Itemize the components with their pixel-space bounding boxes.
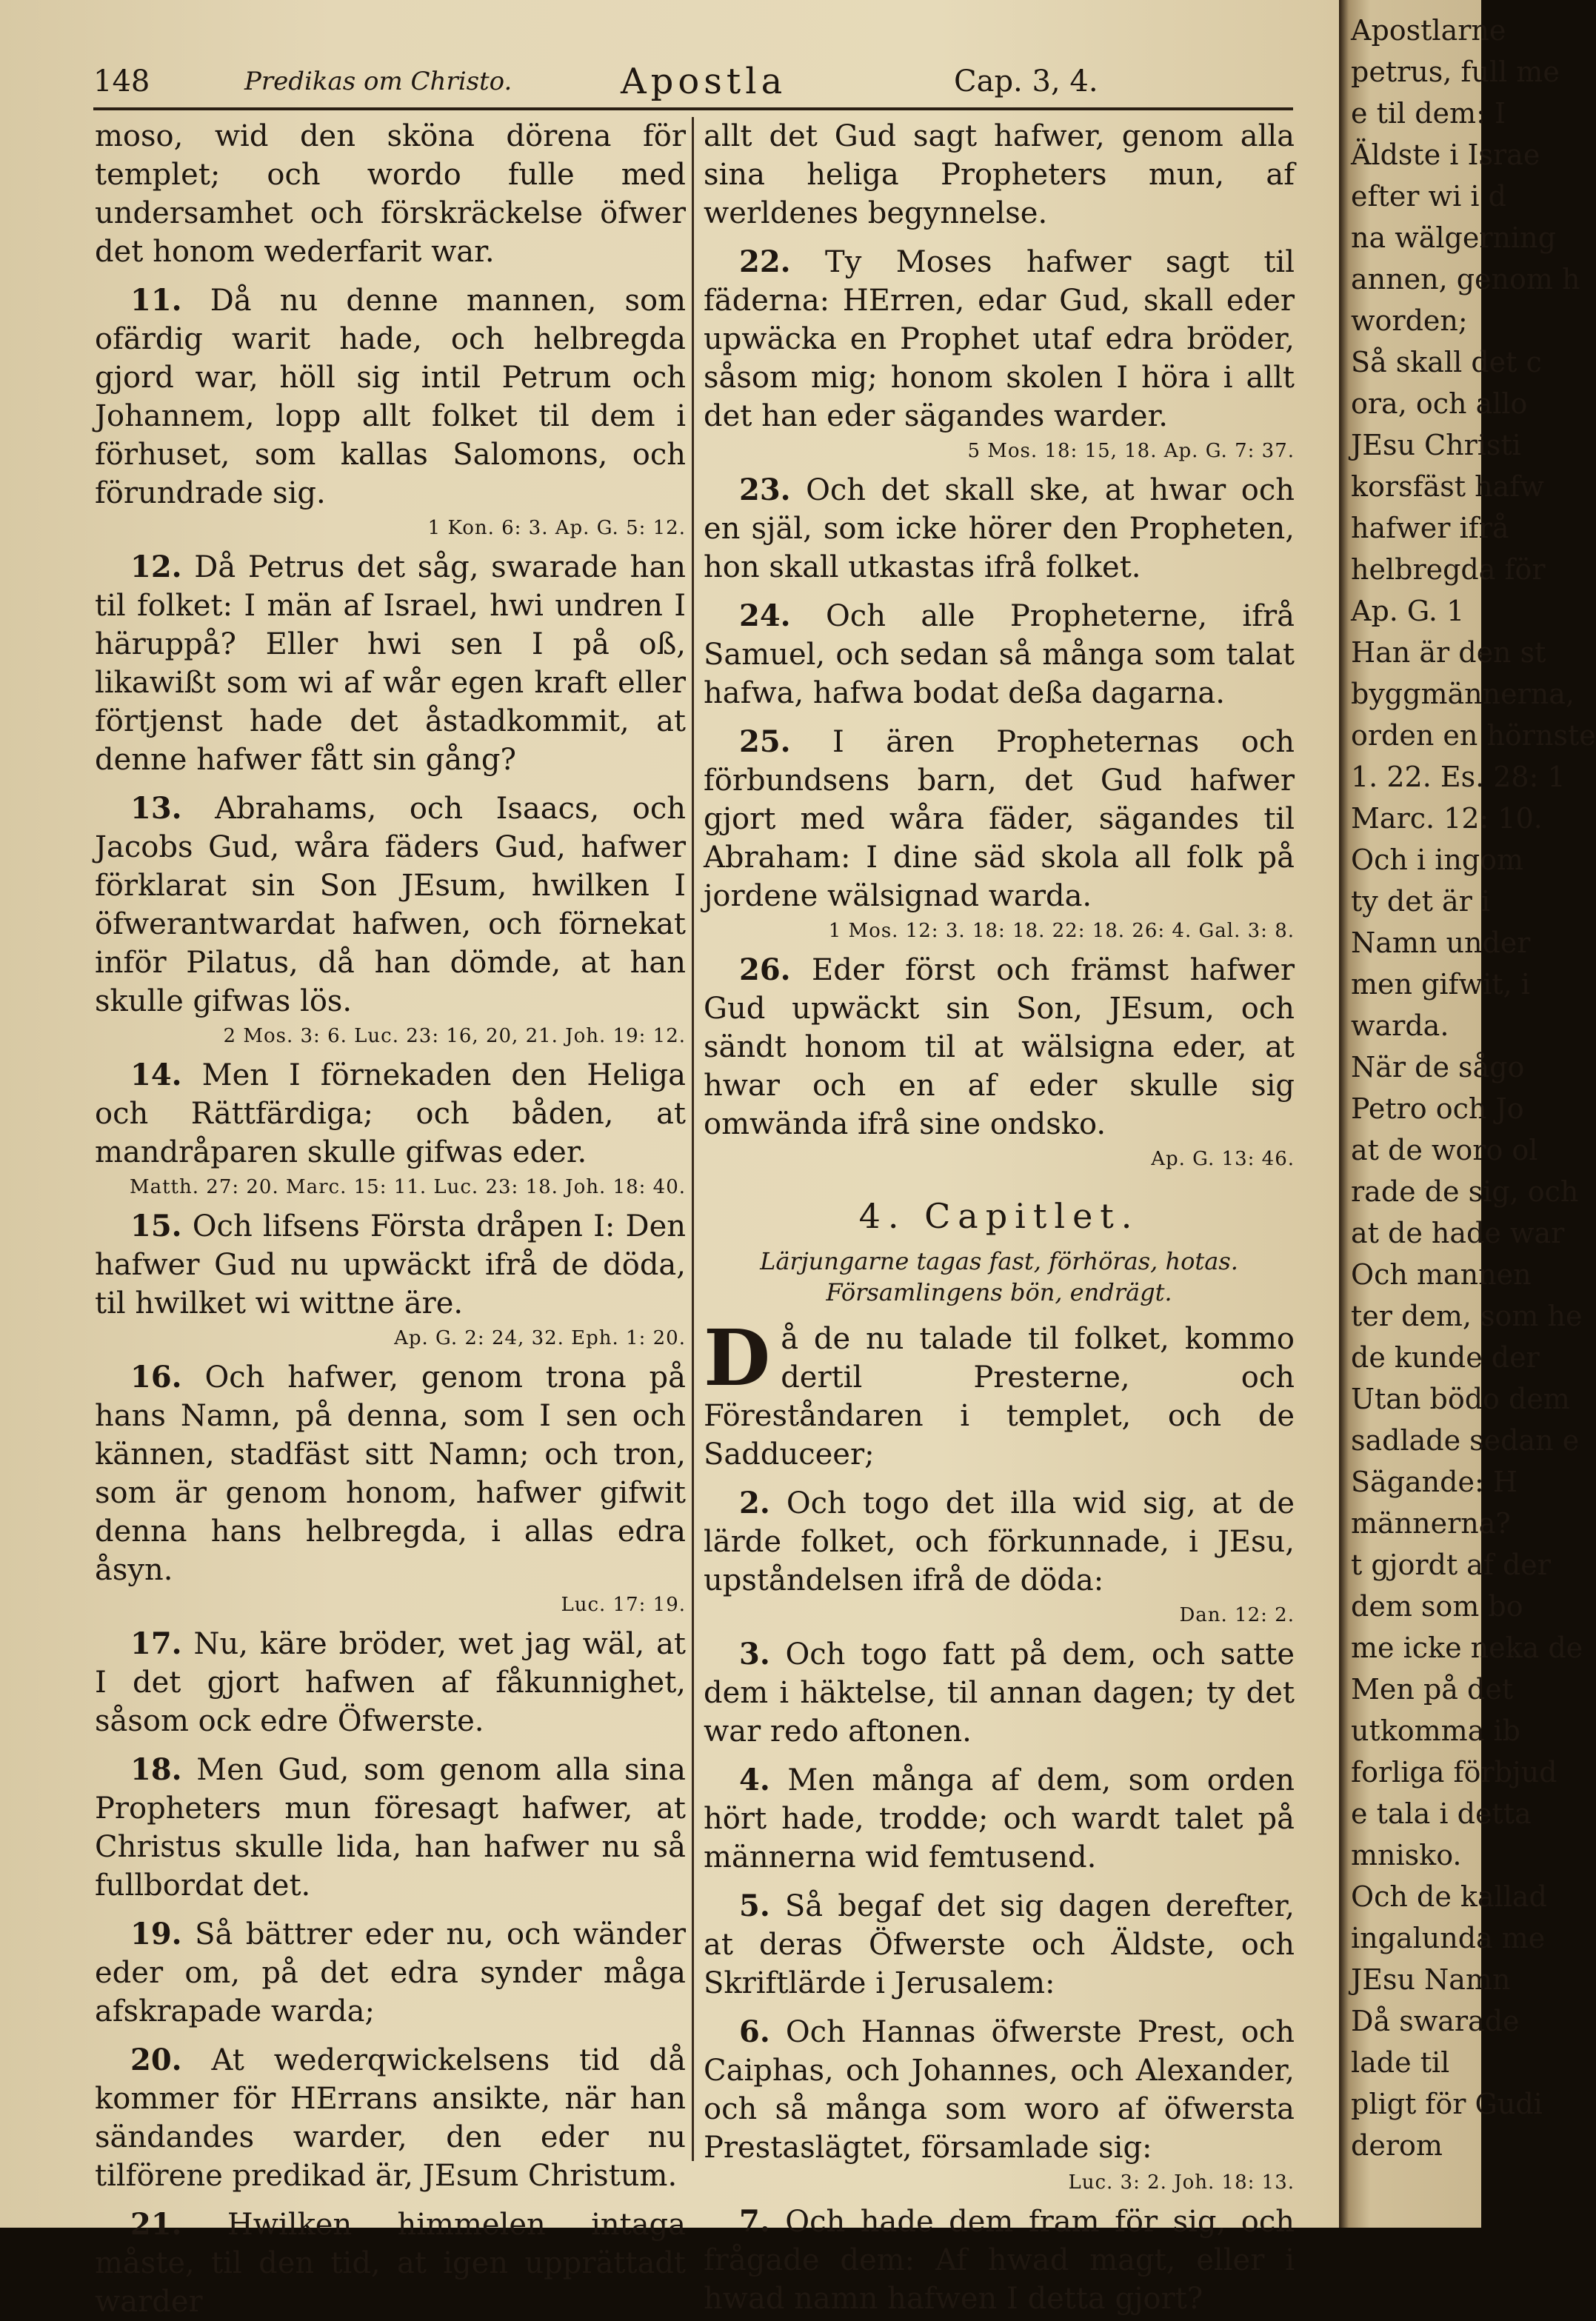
verse bbox=[95, 1207, 686, 1323]
facing-page-line: pligt för Gudi bbox=[1351, 2088, 1543, 2120]
verse bbox=[704, 951, 1295, 1143]
facing-page-line: derom bbox=[1351, 2129, 1443, 2162]
verse-text: Men I förnekaden den Heliga och Rättfärdiga; och båden, at mandråparen skulle gifwas eder. bbox=[95, 1058, 687, 1169]
verse-text: Och togo fatt på dem, och satte dem i häktelse, til annan dagen; ty det war redo aftonen. bbox=[704, 1637, 1295, 1749]
facing-page-line: ty det är i bbox=[1351, 885, 1491, 918]
verse-text: Så bättrer eder nu, och wänder eder om, på det edra synder måga afskrapade warda; bbox=[95, 1917, 687, 2028]
facing-page-line: Då swarade bbox=[1351, 2005, 1520, 2037]
facing-page-line: ter dem, som he bbox=[1351, 1300, 1583, 1332]
facing-page-line: Utan bödo dem bbox=[1351, 1383, 1570, 1415]
verse-number: 26. bbox=[739, 952, 791, 987]
verse-number: 15. bbox=[130, 1209, 182, 1243]
verse-text: I ären Propheternas och förbundsens barn, det Gud hafwer gjort med wåra fäder, sägandes til Abraham: I dine säd skola all folk på jordene wälsignad warda. bbox=[704, 725, 1295, 913]
verse-text: Och lifsens Första dråpen I: Den hafwer Gud nu upwäckt ifrå de döda, til hwilket wi wittne äre. bbox=[95, 1209, 687, 1320]
facing-page-line: Och i ingom bbox=[1351, 844, 1524, 876]
facing-page-line: Så skall det c bbox=[1351, 346, 1542, 378]
facing-page-line: Och mannen bbox=[1351, 1258, 1532, 1291]
verse bbox=[95, 548, 686, 779]
facing-page-line: mnisko. bbox=[1351, 1839, 1462, 1871]
cross-reference: 1 Mos. 12: 3. 18: 18. 22: 18. 26: 4. Gal. 3: 8. bbox=[828, 920, 1295, 942]
verse bbox=[704, 243, 1295, 435]
verse-number: 4. bbox=[739, 1763, 770, 1797]
facing-page-line: Men på det bbox=[1351, 1673, 1514, 1706]
verse bbox=[95, 117, 686, 271]
verse-number: 25. bbox=[739, 724, 791, 759]
verse-text: Abrahams, och Isaacs, och Jacobs Gud, wåra fäders Gud, hafwer förklarat sin Son JEsum, hwilken I öfwerantwardat hafwen, och förnekat inför Pilatus, då han dömde, at han skulle gifwas lös. bbox=[95, 792, 686, 1018]
verse bbox=[704, 2203, 1295, 2318]
verse bbox=[704, 471, 1295, 587]
facing-page-line: efter wi i d bbox=[1351, 180, 1506, 213]
verse bbox=[704, 1887, 1295, 2003]
verse bbox=[95, 1056, 686, 1172]
chapter-4-verses bbox=[704, 1484, 1295, 2318]
verse-number: 12. bbox=[130, 550, 182, 584]
drop-cap: D bbox=[704, 1312, 771, 1403]
verse-text: Men Gud, som genom alla sina Propheters mun föresagt hafwer, at Christus skulle lida, han hafwer nu så fullbordat det. bbox=[95, 1753, 686, 1903]
chapter-3-verses bbox=[704, 117, 1295, 1172]
cross-reference: Luc. 3: 2. Joh. 18: 13. bbox=[1068, 2171, 1295, 2194]
verse-text: Och det skall ske, at hwar och en själ, som icke hörer den Propheten, hon skall utkastas ifrå folket. bbox=[704, 473, 1295, 584]
facing-page-line: Och de kallad bbox=[1351, 1880, 1547, 1913]
facing-page-line: Marc. 12: 10. bbox=[1351, 802, 1543, 835]
running-head-left: Predikas om Christo. bbox=[244, 67, 512, 96]
facing-page-line: at de woro ol bbox=[1351, 1134, 1538, 1166]
facing-page-line: orden en hörnste bbox=[1351, 719, 1596, 752]
verse-text: Eder först och främst hafwer Gud upwäckt sin Son, JEsum, och sändt honom til at wälsigna eder, at hwar och en af eder skulle sig omwända ifrå sine ondsko. bbox=[704, 953, 1295, 1141]
verse bbox=[95, 2205, 686, 2321]
verse-number: 6. bbox=[739, 2014, 770, 2049]
verse-text: allt det Gud sagt hafwer, genom alla sina heliga Propheters mun, af werldenes begynnelse. bbox=[704, 119, 1295, 230]
verse-text: Och hade dem fram för sig, och frågade dem: Af hwad magt, eller i hwad namn hafwen I detta gjort? bbox=[704, 2205, 1295, 2316]
facing-page-line: na wälgerning bbox=[1351, 221, 1556, 254]
chapter-4-verse-1 bbox=[704, 1312, 1295, 1474]
facing-page-line: e tala i detta bbox=[1351, 1797, 1532, 1830]
verse bbox=[95, 1358, 686, 1589]
verse bbox=[95, 281, 686, 512]
facing-page-line: Ap. G. 1 bbox=[1351, 595, 1465, 627]
facing-page-line: dem som bo bbox=[1351, 1590, 1523, 1623]
cross-reference: 1 Kon. 6: 3. Ap. G. 5: 12. bbox=[427, 517, 686, 539]
column-divider bbox=[692, 117, 694, 2161]
verse bbox=[95, 1915, 686, 2031]
chapter-summary: Lärjungarne tagas fast, förhöras, hotas. Församlingens bön, endrägt. bbox=[760, 1247, 1238, 1306]
verse-number: 23. bbox=[739, 472, 791, 507]
facing-page-line: JEsu Namn bbox=[1351, 1963, 1511, 1996]
facing-page-line: petrus, full me bbox=[1351, 56, 1560, 88]
verse bbox=[704, 117, 1295, 233]
verse-number: 3. bbox=[739, 1637, 770, 1672]
verse-number: 22. bbox=[739, 244, 791, 279]
verse bbox=[95, 2041, 686, 2195]
verse-number: 20. bbox=[130, 2043, 182, 2077]
facing-page-line: ora, och allo bbox=[1351, 387, 1528, 420]
facing-page-line: e til dem: I bbox=[1351, 97, 1506, 130]
running-head-right: Cap. 3, 4. bbox=[954, 64, 1098, 98]
facing-page-line: När de sågo bbox=[1351, 1051, 1525, 1083]
verse-number: 21. bbox=[130, 2207, 182, 2242]
facing-page-line: ingalunda me bbox=[1351, 1922, 1546, 1954]
right-column bbox=[704, 117, 1295, 2316]
verse-text: Ty Moses hafwer sagt til fäderna: HErren, edar Gud, skall eder upwäcka en Prophet utaf edra bröder, såsom mig; honom skolen I höra i allt det han eder sägandes warder. bbox=[704, 245, 1295, 433]
facing-page-edge bbox=[1339, 0, 1596, 2228]
facing-page-line: utkomma ib bbox=[1351, 1714, 1520, 1747]
cross-reference: 2 Mos. 3: 6. Luc. 23: 16, 20, 21. Joh. 19: 12. bbox=[223, 1025, 686, 1047]
verse-text: å de nu talade til folket, kommo dertil Presterne, och Föreståndaren i templet, och de Sadduceer; bbox=[704, 1322, 1295, 1472]
cross-reference: Ap. G. 2: 24, 32. Eph. 1: 20. bbox=[394, 1327, 686, 1349]
verse-number: 16. bbox=[130, 1360, 182, 1395]
verse bbox=[704, 2013, 1295, 2167]
verse-number: 11. bbox=[130, 283, 182, 318]
verse-number: 17. bbox=[130, 1626, 182, 1661]
facing-page-line: Han är den st bbox=[1351, 636, 1546, 669]
verse-number: 14. bbox=[130, 1058, 182, 1092]
verse bbox=[95, 789, 686, 1021]
facing-page-line: Petro och Jo bbox=[1351, 1092, 1524, 1125]
verse-text: Men många af dem, som orden hört hade, trodde; och wardt talet på männerna wid femtusend. bbox=[704, 1763, 1295, 1874]
facing-page-line: warda. bbox=[1351, 1009, 1449, 1042]
chapter-title: 4. Capitlet. bbox=[858, 1196, 1140, 1236]
facing-page-line: byggmännerna, bbox=[1351, 678, 1575, 710]
verse bbox=[95, 1625, 686, 1740]
facing-page-line: rade de sig, och bbox=[1351, 1175, 1579, 1208]
verse-text: moso, wid den sköna dörena för templet; och wordo fulle med undersamhet och förskräckelse öfwer det honom wederfarit war. bbox=[95, 119, 686, 269]
facing-page-line: lade til bbox=[1351, 2046, 1450, 2079]
verse bbox=[704, 1761, 1295, 1877]
cross-reference: Luc. 17: 19. bbox=[561, 1594, 686, 1616]
facing-page-line: 1. 22. Es. 28: 1 bbox=[1351, 761, 1566, 793]
cross-reference: Ap. G. 13: 46. bbox=[1151, 1148, 1295, 1170]
facing-page-line: sadlade sedan e bbox=[1351, 1424, 1580, 1457]
verse-text: Och Hannas öfwerste Prest, och Caiphas, och Johannes, och Alexander, och så många som woro af öfwersta Prestaslägtet, församlade sig: bbox=[704, 2015, 1295, 2165]
facing-page-line: annen, genom h bbox=[1351, 263, 1580, 295]
facing-page-line: männerna? bbox=[1351, 1507, 1511, 1540]
facing-page-line: worden; bbox=[1351, 304, 1468, 337]
verse-number: 24. bbox=[739, 598, 791, 633]
verse-text: Hwilken himmelen intaga måste, til den tid, at igen upprättadt warder bbox=[95, 2208, 686, 2319]
verse bbox=[95, 1751, 686, 1905]
verse-number: 19. bbox=[130, 1917, 182, 1951]
header-rule bbox=[93, 107, 1293, 110]
verse-text: Och alle Propheterne, ifrå Samuel, och sedan så många som talat hafwa, hafwa bodat deßa dagarna. bbox=[704, 599, 1295, 710]
verse-number: 5. bbox=[739, 1888, 770, 1923]
verse-text: Och togo det illa wid sig, at de lärde folket, och förkunnade, i JEsu, upståndelsen ifrå de döda: bbox=[704, 1486, 1295, 1597]
facing-page-line: forliga förbjud bbox=[1351, 1756, 1557, 1789]
facing-page-line: Äldste i Israe bbox=[1351, 138, 1540, 171]
left-column bbox=[95, 117, 687, 2319]
verse-text: Så begaf det sig dagen derefter, at deras Öfwerste och Äldste, och Skriftlärde i Jerusalem: bbox=[704, 1889, 1295, 2000]
facing-page-line: Sägande: H bbox=[1351, 1466, 1517, 1498]
verse-number: 18. bbox=[130, 1752, 182, 1787]
cross-reference: Matth. 27: 20. Marc. 15: 11. Luc. 23: 18. Joh. 18: 40. bbox=[129, 1176, 686, 1198]
cross-reference: Dan. 12: 2. bbox=[1179, 1604, 1295, 1626]
verse-text: At wederqwickelsens tid då kommer för HErrans ansikte, när han sändandes warder, den eder nu tilförene predikad är, JEsum Christum. bbox=[95, 2043, 686, 2193]
verse bbox=[704, 1635, 1295, 1751]
verse-text: Då nu denne mannen, som ofärdig warit hade, och helbregda gjord war, höll sig intil Petrum och Johannem, lopp allt folket til dem i förhuset, som kallas Salomons, och förundrade sig. bbox=[95, 284, 687, 510]
verse-text: Och hafwer, genom trona på hans Namn, på denna, som I sen och kännen, stadfäst sitt Namn; och tron, som är genom honom, hafwer gifwit denna hans helbregda, i allas edra åsyn. bbox=[95, 1360, 686, 1587]
facing-page-line: korsfäst hafw bbox=[1351, 470, 1544, 503]
verse-number: 13. bbox=[130, 791, 182, 826]
verse bbox=[704, 1484, 1295, 1600]
verse-text: Då Petrus det såg, swarade han til folket: I män af Israel, hwi undren I häruppå? Eller hwi sen I på oß, likawißt som wi af wår egen kraft eller förtjenst hade det åstadkommit, at denne hafwer fått sin gång? bbox=[95, 550, 686, 777]
facing-page-line: helbregda för bbox=[1351, 553, 1546, 586]
facing-page-line: at de hade war bbox=[1351, 1217, 1565, 1249]
running-head-center: Apostla bbox=[621, 61, 787, 102]
verse-number: 2. bbox=[739, 1486, 770, 1520]
facing-page-line: me icke neka de bbox=[1351, 1632, 1583, 1664]
facing-page-line: de kunde der bbox=[1351, 1341, 1540, 1374]
facing-page-line: JEsu Christi bbox=[1351, 429, 1521, 461]
facing-page-line: Namn under bbox=[1351, 926, 1531, 959]
verse-text: Nu, käre bröder, wet jag wäl, at I det gjort hafwen af fåkunnighet, såsom ock edre Öfwerste. bbox=[95, 1627, 687, 1738]
facing-page-line: hafwer ifrå bbox=[1351, 512, 1509, 544]
verse bbox=[704, 597, 1295, 712]
facing-page-line: t gjordt af der bbox=[1351, 1549, 1551, 1581]
page-number: 148 bbox=[93, 64, 150, 98]
facing-page-line: men gifwit, i bbox=[1351, 968, 1530, 1001]
cross-reference: 5 Mos. 18: 15, 18. Ap. G. 7: 37. bbox=[967, 440, 1295, 462]
facing-page-line: Apostlarne bbox=[1351, 14, 1506, 47]
verse-number: 7. bbox=[739, 2204, 770, 2239]
verse bbox=[704, 723, 1295, 915]
